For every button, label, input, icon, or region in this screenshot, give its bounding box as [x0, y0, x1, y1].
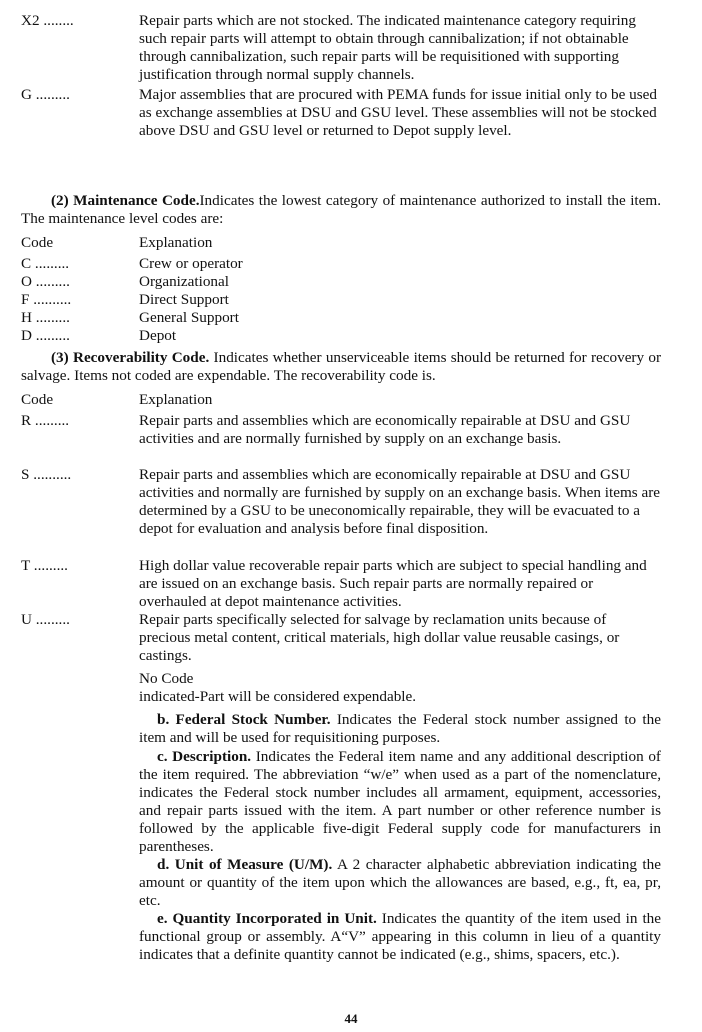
code-explanation: General Support [139, 309, 239, 326]
description-heading: c. Description. [157, 748, 252, 765]
page-number: 44 [344, 1011, 358, 1026]
code-label: X2 ........ [21, 12, 74, 29]
code-label: R ......... [21, 412, 70, 429]
code-explanation: Crew or operator [139, 255, 243, 272]
no-code-line: No Code [139, 670, 194, 687]
unit-of-measure-heading: d. Unit of Measure (U/M). [157, 856, 333, 873]
quantity-incorporated-heading: e. Quantity Incorporated in Unit. [157, 910, 377, 927]
federal-stock-number-paragraph [139, 711, 661, 747]
quantity-incorporated-text: Indicates the quantity of the item used in the functional group or assembly. A“V” appearing in this column in lieu of a quantity indicates that a definite quantity cannot be indicated (e.g., shims, spacers, etc.). [139, 910, 661, 963]
recoverability-code-paragraph [21, 349, 661, 385]
code-explanation: Repair parts and assemblies which are economically repairable at DSU and GSU activities and are normally furnished by supply on an exchange basis. [139, 412, 631, 447]
code-explanation: Organizational [139, 273, 229, 290]
code-explanation: Repair parts specifically selected for salvage by reclamation units because of precious metal content, critical materials, high dollar value reusable casings, or castings. [139, 611, 620, 664]
column-explanation-header: Explanation [139, 234, 213, 251]
recoverability-code-text: Indicates whether unserviceable items should be returned for recovery or salvage. Items not coded are expendable. The recoverability code is. [21, 349, 662, 384]
no-code-note: indicated-Part will be considered expendable. [139, 688, 417, 705]
code-label: F .......... [21, 291, 72, 308]
code-explanation: Repair parts which are not stocked. The indicated maintenance category requiring such repair parts will attempt to obtain through cannibalization; if not obtainable through cannibalization, such repair parts will be requisitioned with supporting justification through normal supply channels. [139, 12, 636, 83]
maintenance-code-heading: (2) Maintenance Code. [51, 192, 200, 209]
column-code-header: Code [21, 234, 54, 251]
code-explanation: Depot [139, 327, 177, 344]
unit-of-measure-text: A 2 character alphabetic abbreviation indicating the amount or quantity of the item upon which the allowances are based, e.g., ft, ea, pr, etc. [139, 856, 661, 909]
code-explanation: High dollar value recoverable repair parts which are subject to special handling and are issued on an exchange basis. Such repair parts are normally repaired or overhauled at depot maintenance activities. [139, 557, 647, 610]
column-explanation-header: Explanation [139, 391, 213, 408]
maintenance-code-text: Indicates the lowest category of maintenance authorized to install the item. The maintenance level codes are: [21, 192, 661, 227]
code-label: G ......... [21, 86, 70, 103]
code-label: T ......... [21, 557, 68, 574]
code-label: U ......... [21, 611, 70, 628]
code-label: S .......... [21, 466, 72, 483]
column-code-header: Code [21, 391, 54, 408]
code-label: O ......... [21, 273, 70, 290]
description-text: Indicates the Federal item name and any additional description of the item required. The abbreviation “w/e” when used as a part of the nomenclature, indicates the Federal stock number includes all armament, equipment, accessories, and repair parts issued with the item. A part number or other reference number is followed by the applicable five-digit Federal supply code for manufacturers in parentheses. [139, 748, 661, 855]
code-explanation: Repair parts and assemblies which are economically repairable at DSU and GSU activities and normally are furnished by supply on an exchange basis. When items are determined by a GSU to be uneconomically repairable, they will be evacuated to a depot for evaluation and analysis before final disposition. [139, 466, 661, 537]
federal-stock-number-heading: b. Federal Stock Number. [157, 711, 331, 728]
federal-stock-number-text: Indicates the Federal stock number assigned to the item and will be used for requisitioning purposes. [139, 711, 661, 746]
description-paragraph [139, 748, 661, 856]
code-label: D ......... [21, 327, 70, 344]
code-label: C ......... [21, 255, 70, 272]
code-explanation: Major assemblies that are procured with PEMA funds for issue initial only to be used as exchange assemblies at DSU and GSU level. These assemblies will not be stocked above DSU and GSU level or returned to Depot supply level. [139, 86, 657, 139]
recoverability-code-heading: (3) Recoverability Code. [51, 349, 210, 366]
unit-of-measure-paragraph [139, 856, 661, 910]
code-label: H ......... [21, 309, 70, 326]
maintenance-code-paragraph [21, 192, 661, 228]
quantity-incorporated-paragraph [139, 910, 661, 964]
code-explanation: Direct Support [139, 291, 229, 308]
